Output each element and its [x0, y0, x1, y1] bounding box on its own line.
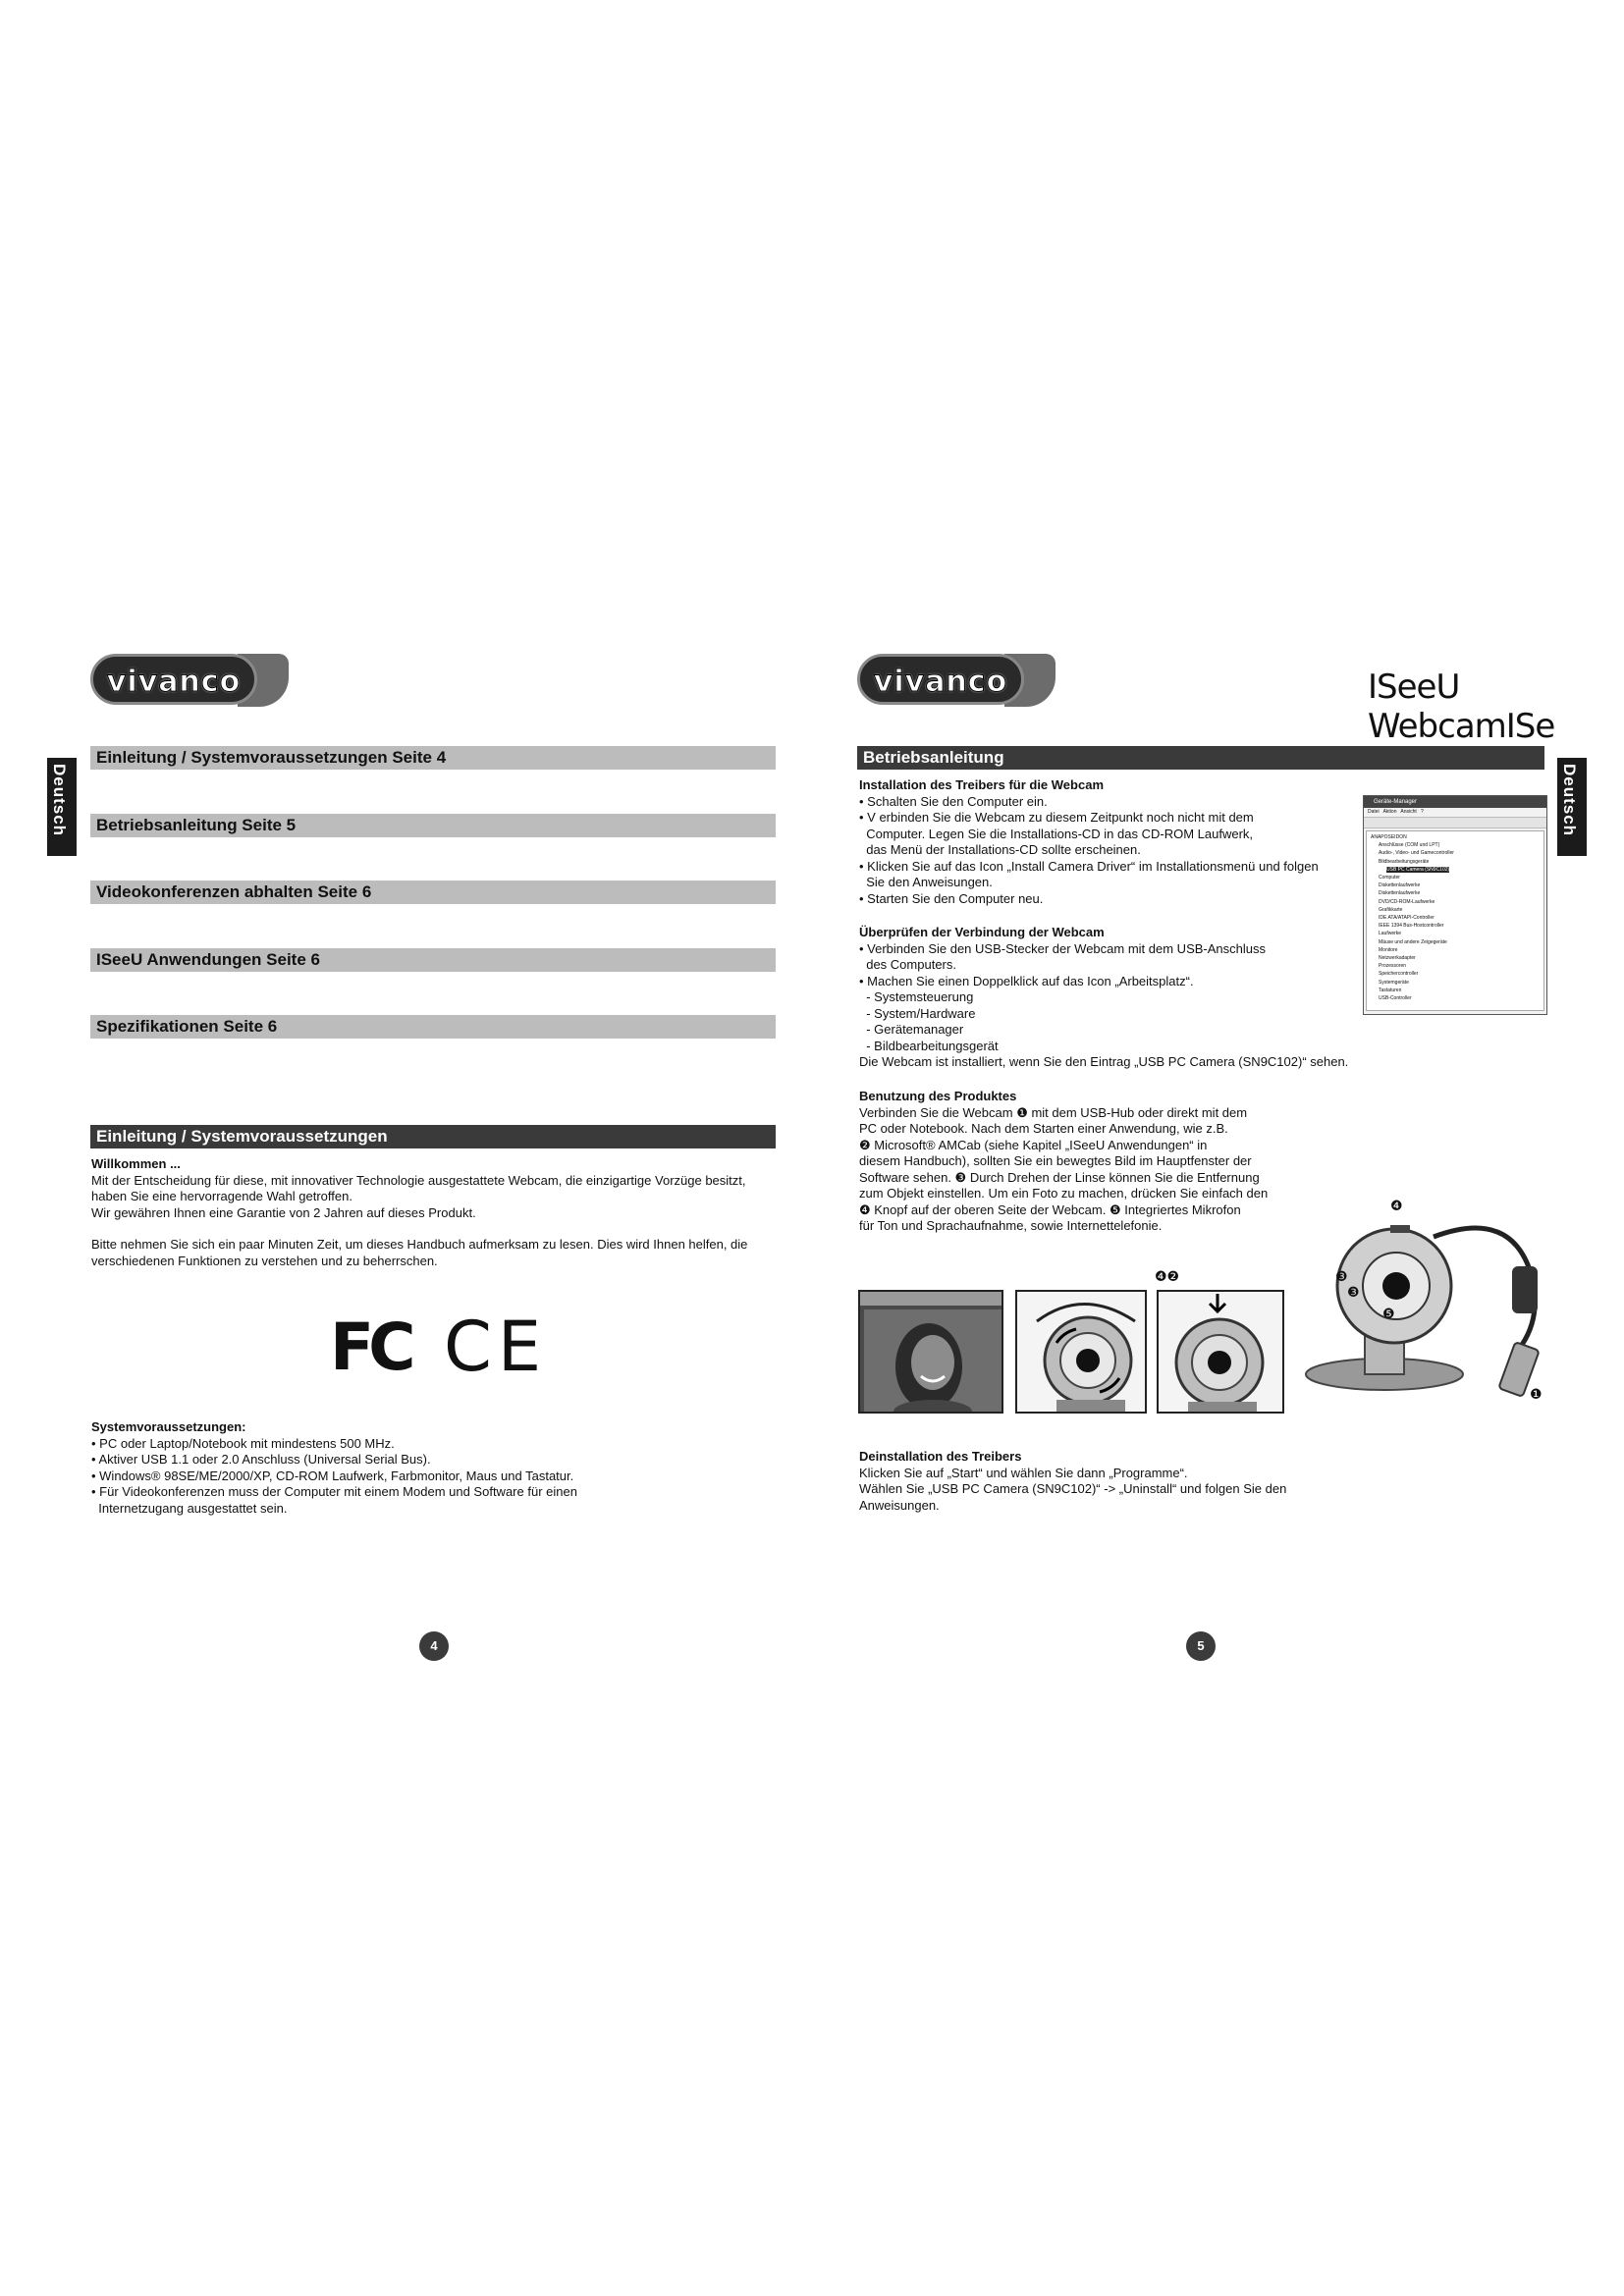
check-heading: Überprüfen der Verbindung der Webcam — [859, 925, 1105, 939]
check-line-7: - Bildbearbeitungsgerät — [859, 1038, 999, 1053]
language-tab-label: Deutsch — [50, 764, 69, 837]
install-line-3: Computer. Legen Sie die Installations-CD in das CD-ROM Laufwerk, — [859, 826, 1254, 841]
uninstall-heading: Deinstallation des Treibers — [859, 1449, 1022, 1464]
lens-rotate-photo — [1015, 1290, 1147, 1414]
logo-pill — [857, 654, 1024, 705]
usage-line-3: ❷ Microsoft® AMCab (siehe Kapitel „ISeeU Anwendungen“ in — [859, 1137, 1208, 1152]
dm-menu-item: ? — [1420, 809, 1424, 815]
check-line-1: • Verbinden Sie den USB-Stecker der Webcam mit dem USB-Anschluss — [859, 940, 1266, 956]
vivanco-logo-left — [90, 650, 297, 711]
language-tab-right — [1557, 758, 1587, 856]
check-block — [859, 925, 1370, 1071]
welcome-heading: Willkommen ... — [91, 1156, 181, 1171]
dm-menu-item: Aktion — [1382, 809, 1397, 815]
vivanco-logo-right — [857, 650, 1063, 711]
logo-text: vivanco — [106, 665, 242, 699]
welcome-block — [91, 1156, 779, 1221]
dm-item: Computer — [1379, 875, 1400, 881]
product-title: ISeeU WebcamISe — [1368, 667, 1555, 746]
callout-lens-2: ❸ — [1347, 1284, 1360, 1300]
webcam-image — [1296, 1198, 1551, 1414]
certification-marks — [330, 1307, 548, 1387]
welcome-line-2: haben Sie eine hervorragende Wahl getroffen. — [91, 1189, 352, 1203]
dm-item: Grafikkarte — [1379, 906, 1403, 913]
sys-line-5: Internetzugang ausgestattet sein. — [91, 1500, 288, 1516]
dm-item: Netzwerkadapter — [1379, 955, 1416, 962]
dm-item: Mäuse und andere Zeigegeräte — [1379, 938, 1447, 945]
install-block — [859, 777, 1350, 907]
uninstall-line-3: Anweisungen. — [859, 1497, 940, 1513]
usage-line-7: ❹ Knopf auf der oberen Seite der Webcam. ❺ Integriertes Mikrofon — [859, 1201, 1241, 1217]
toc-item-1[interactable]: Einleitung / Systemvoraussetzungen Seite 4 — [90, 746, 776, 770]
dm-item-selected — [1371, 866, 1540, 874]
usage-line-2: PC oder Notebook. Nach dem Starten einer Anwendung, wie z.B. — [859, 1121, 1228, 1136]
usage-line-5: Software sehen. ❸ Durch Drehen der Linse können Sie die Entfernung — [859, 1169, 1260, 1185]
dm-item: Audio-, Video- und Gamecontroller — [1379, 850, 1454, 857]
usage-line-4: diesem Handbuch), sollten Sie ein bewegtes Bild im Hauptfenster der — [859, 1153, 1252, 1168]
dm-toolbar — [1364, 818, 1546, 828]
dm-titlebar: Geräte-Manager — [1364, 796, 1546, 808]
dm-item: Diskettenlaufwerke — [1379, 882, 1421, 889]
uninstall-line-2: Wählen Sie „USB PC Camera (SN9C102)“ -> „Uninstall“ und folgen Sie den — [859, 1481, 1287, 1496]
toc-item-3[interactable]: Videokonferenzen abhalten Seite 6 — [90, 881, 776, 904]
check-line-2: des Computers. — [859, 957, 956, 972]
check-line-3: • Machen Sie einen Doppelklick auf das Icon „Arbeitsplatz“. — [859, 973, 1194, 988]
logo-text: vivanco — [873, 665, 1008, 699]
video-preview-photo — [858, 1290, 1003, 1414]
language-tab-label: Deutsch — [1560, 764, 1579, 837]
dm-item: Tastaturen — [1379, 987, 1402, 993]
welcome-line-3: Wir gewähren Ihnen eine Garantie von 2 Jahren auf dieses Produkt. — [91, 1204, 476, 1220]
read-line-1: Bitte nehmen Sie sich ein paar Minuten Zeit, um dieses Handbuch aufmerksam zu lesen. Dies wird Ihnen helfen, die — [91, 1237, 748, 1252]
toc-item-5[interactable]: Spezifikationen Seite 6 — [90, 1015, 776, 1039]
sys-line-1: • PC oder Laptop/Notebook mit mindestens 500 MHz. — [91, 1435, 395, 1451]
uninstall-block — [859, 1449, 1370, 1514]
dm-item: ANAPOSEIDON — [1371, 834, 1407, 840]
dm-item: USB-Controller — [1379, 995, 1412, 1002]
language-tab-left — [47, 758, 77, 856]
install-line-1: • Schalten Sie den Computer ein. — [859, 793, 1048, 809]
dm-menu-item: Ansicht — [1400, 809, 1417, 815]
dm-item: Bildbearbeitungsgeräte — [1379, 858, 1430, 865]
callout-lens-1: ❸ — [1335, 1268, 1348, 1284]
sys-line-4: • Für Videokonferenzen muss der Computer mit einem Modem und Software für einen — [91, 1484, 577, 1499]
ce-logo: CE — [444, 1307, 548, 1387]
dm-item: Prozessoren — [1379, 963, 1407, 970]
fcc-logo: FC — [330, 1309, 410, 1385]
sys-heading: Systemvoraussetzungen: — [91, 1419, 246, 1434]
usage-line-6: zum Objekt einstellen. Um ein Foto zu machen, drücken Sie einfach den — [859, 1186, 1269, 1201]
dm-menubar — [1364, 808, 1546, 818]
check-line-5: - System/Hardware — [859, 1005, 976, 1021]
dm-item: IDE ATA/ATAPI-Controller — [1379, 915, 1435, 922]
dm-item: Anschlüsse (COM und LPT) — [1379, 842, 1440, 849]
woman-portrait-image — [860, 1292, 1003, 1414]
toc-item-2[interactable]: Betriebsanleitung Seite 5 — [90, 814, 776, 837]
sys-line-2: • Aktiver USB 1.1 oder 2.0 Anschluss (Universal Serial Bus). — [91, 1452, 431, 1467]
sys-line-3: • Windows® 98SE/ME/2000/XP, CD-ROM Laufwerk, Farbmonitor, Maus und Tastatur. — [91, 1468, 574, 1483]
usage-line-1: Verbinden Sie die Webcam ❶ mit dem USB-Hub oder direkt mit dem — [859, 1104, 1248, 1120]
webcam-button-press-image — [1159, 1292, 1284, 1414]
dm-item: Systemgeräte — [1379, 979, 1409, 986]
uninstall-line-1: Klicken Sie auf „Start“ und wählen Sie dann „Programme“. — [859, 1465, 1188, 1480]
section-title-operation: Betriebsanleitung — [857, 746, 1544, 770]
dm-item: DVD/CD-ROM-Laufwerke — [1379, 898, 1435, 905]
webcam-lens-rotation-image — [1017, 1292, 1147, 1414]
dm-item: Laufwerke — [1379, 931, 1402, 937]
check-line-4: - Systemsteuerung — [859, 989, 974, 1004]
read-line-2: verschiedenen Funktionen zu verstehen und zu beherrschen. — [91, 1253, 438, 1268]
dm-item: IEEE 1394 Bus-Hostcontroller — [1379, 923, 1444, 930]
callout-snapshot-button: ❹ — [1390, 1198, 1403, 1213]
toc-item-4[interactable]: ISeeU Anwendungen Seite 6 — [90, 948, 776, 972]
dm-item-selected-label: USB PC Camera (SN9C102) — [1386, 866, 1450, 873]
system-requirements-block — [91, 1419, 779, 1517]
dm-item: Monitore — [1379, 946, 1398, 953]
usage-heading: Benutzung des Produktes — [859, 1089, 1017, 1103]
dm-item: Speichercontroller — [1379, 971, 1419, 978]
dm-tree — [1366, 830, 1544, 1011]
device-manager-screenshot — [1363, 795, 1547, 1015]
check-line-8: Die Webcam ist installiert, wenn Sie den Eintrag „USB PC Camera (SN9C102)“ sehen. — [859, 1054, 1349, 1069]
check-line-6: - Gerätemanager — [859, 1022, 964, 1037]
install-line-6: Sie den Anweisungen. — [859, 875, 993, 889]
install-line-5: • Klicken Sie auf das Icon „Install Camera Driver“ im Installationsmenü und folgen — [859, 858, 1319, 874]
install-line-4: das Menü der Installations-CD sollte erscheinen. — [859, 842, 1141, 857]
snapshot-button-photo — [1157, 1290, 1284, 1414]
page-number-right: 5 — [1186, 1631, 1216, 1661]
usage-block — [859, 1089, 1321, 1235]
callout-microphone: ❺ — [1382, 1306, 1395, 1321]
dm-menu-item: Datei — [1368, 809, 1380, 815]
section-title-intro: Einleitung / Systemvoraussetzungen — [90, 1125, 776, 1148]
install-heading: Installation des Treibers für die Webcam — [859, 777, 1104, 792]
read-manual-block — [91, 1237, 779, 1269]
usage-line-8: für Ton und Sprachaufnahme, sowie Internettelefonie. — [859, 1218, 1163, 1233]
callout-usb-plug: ❶ — [1530, 1386, 1543, 1402]
dm-item: Diskettenlaufwerke — [1379, 890, 1421, 897]
logo-pill — [90, 654, 257, 705]
photo-callout-numbers: ❹❷ — [1155, 1268, 1180, 1284]
install-line-2: • V erbinden Sie die Webcam zu diesem Zeitpunkt noch nicht mit dem — [859, 810, 1254, 825]
welcome-line-1: Mit der Entscheidung für diese, mit innovativer Technologie ausgestattete Webcam, die einzigartige Vorzüge besitzt, — [91, 1172, 746, 1188]
webcam-product-illustration — [1296, 1198, 1551, 1414]
install-line-7: • Starten Sie den Computer neu. — [859, 890, 1044, 906]
page-number-left: 4 — [419, 1631, 449, 1661]
